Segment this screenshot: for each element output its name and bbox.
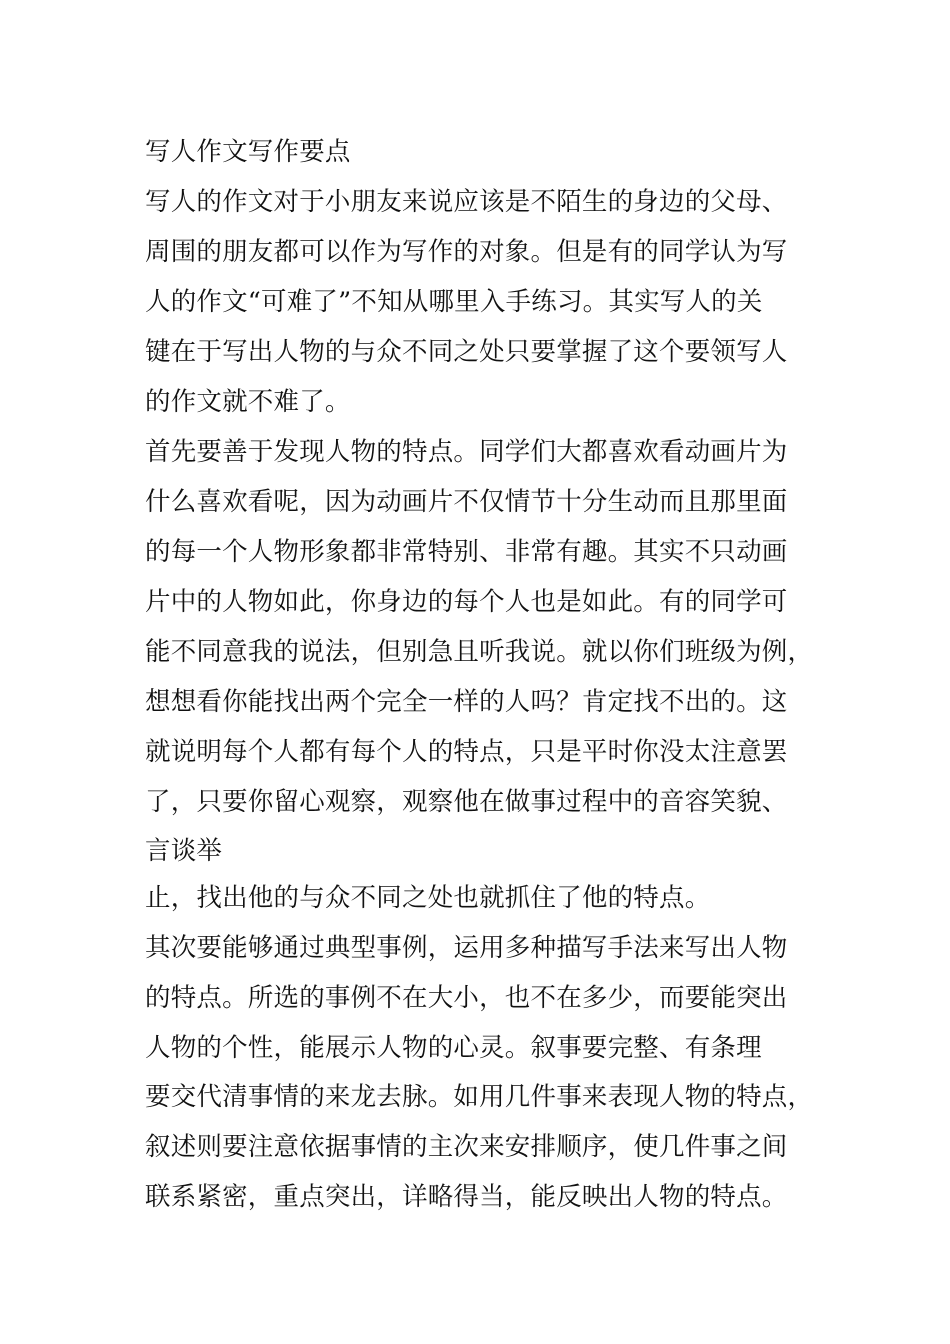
text-line: 了，只要你留心观察，观察他在做事过程中的音容笑貌、 — [145, 787, 788, 817]
text-line: 叙述则要注意依据事情的主次来安排顺序，使几件事之间 — [145, 1132, 788, 1162]
text-line: 其次要能够通过典型事例，运用多种描写手法来写出人物 — [145, 933, 788, 963]
text-line: 止，找出他的与众不同之处也就抓住了他的特点。 — [145, 883, 711, 913]
text-line: 什么喜欢看呢，因为动画片不仅情节十分生动而且那里面 — [145, 487, 788, 517]
text-line: 片中的人物如此，你身边的每个人也是如此。有的同学可 — [145, 587, 788, 617]
text-line: 首先要善于发现人物的特点。同学们大都喜欢看动画片为 — [145, 437, 788, 467]
document-title: 写人作文写作要点 — [145, 137, 351, 167]
text-line: 言谈举 — [145, 836, 223, 866]
text-line: 周围的朋友都可以作为写作的对象。但是有的同学认为写 — [145, 237, 788, 267]
text-line: 键在于写出人物的与众不同之处只要掌握了这个要领写人 — [145, 337, 788, 367]
text-line: 的每一个人物形象都非常特别、非常有趣。其实不只动画 — [145, 537, 788, 567]
text-line: 写人的作文对于小朋友来说应该是不陌生的身边的父母、 — [145, 187, 788, 217]
text-line: 想想看你能找出两个完全一样的人吗？肯定找不出的。这 — [145, 687, 788, 717]
text-line: 人的作文“可难了”不知从哪里入手练习。其实写人的关 — [145, 287, 763, 317]
text-line: 人物的个性，能展示人物的心灵。叙事要完整、有条理 — [145, 1033, 762, 1063]
text-line: 的作文就不难了。 — [145, 387, 351, 417]
text-line: 要交代清事情的来龙去脉。如用几件事来表现人物的特点， — [145, 1082, 814, 1112]
text-line: 的特点。所选的事例不在大小，也不在多少，而要能突出 — [145, 983, 788, 1013]
text-line: 就说明每个人都有每个人的特点，只是平时你没太注意罢 — [145, 737, 788, 767]
text-line: 联系紧密，重点突出，详略得当，能反映出人物的特点。 — [145, 1182, 788, 1212]
text-line: 能不同意我的说法，但别急且听我说。就以你们班级为例， — [145, 637, 814, 667]
